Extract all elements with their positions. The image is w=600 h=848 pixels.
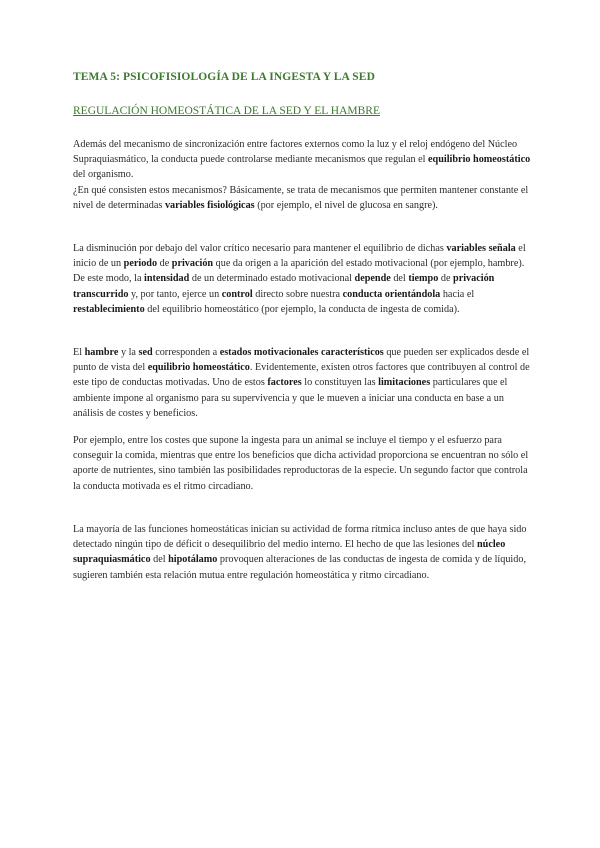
text-run: y la [118,347,139,358]
text-run: Además del mecanismo de sincronización entre factores externos como la luz y el reloj endógeno del Núcleo Supraquiasmático, la conducta puede controlarse mediante mecanismos que regulan el [73,139,518,166]
bold-term: tiempo [408,273,439,285]
text-run: (por ejemplo, el nivel de glucosa en sangre). [254,199,438,211]
text-run: lo constituyen las [301,377,379,389]
paragraph [73,433,531,494]
section-heading: REGULACIÓN HOMEOSTÁTICA DE LA SED Y EL HAMBRE [73,105,380,117]
document-title: TEMA 5: PSICOFISIOLOGÍA DE LA INGESTA Y LA SED [73,71,375,83]
bold-term: estados motivacionales característicos [219,347,384,358]
bold-term: equilibrio homeostático [147,362,250,374]
text-run: del equilibrio homeostático (por ejemplo, la conducta de ingesta de comida). [144,303,460,315]
text-run: del organismo. [73,169,134,181]
text-run: corresponden a [152,347,220,358]
bold-term: variables fisiológicas [164,199,255,211]
bold-term: depende [354,273,391,285]
text-run: La mayoría de las funciones homeostáticas inician su actividad de forma rítmica incluso antes de que haya sido detectado ningún tipo de déficit o desequilibrio del medio interno. El hecho de que las lesiones del [73,524,527,551]
bold-term: factores [267,377,302,389]
paragraph [73,241,531,317]
text-run: del [390,273,409,285]
text-run: . Evidentemente, existen otros factores que contribuyen al control de este tipo de conductas motivadas. Uno de estos [73,362,530,389]
bold-term: equilibrio homeostático [428,154,531,166]
text-run: de [157,258,172,270]
bold-term: sed [138,347,153,358]
bold-term: variables señala [446,243,516,254]
bold-term: núcleo supraquiasmático [73,539,506,566]
bold-term: conducta orientándola [342,288,441,300]
bold-term: hipotálamo [168,554,218,566]
text-run: el inicio de un [73,243,526,270]
text-run: del [150,554,169,566]
text-run: de un determinado estado motivacional [189,273,355,285]
paragraph [73,345,531,421]
text-run: y, por tanto, ejerce un [128,288,222,300]
bold-term: privación [171,258,214,270]
text-run: que pueden ser explicados desde el punto de vista del [73,347,530,374]
text-run: que da origen a la aparición del estado motivacional (por ejemplo, hambre). De este modo, la [73,258,525,285]
text-run: hacia el [440,288,475,300]
bold-term: periodo [123,258,158,270]
text-run: ¿En qué consisten estos mecanismos? Básicamente, se trata de mecanismos que permiten mantener constante el nivel de determinadas [73,184,529,211]
paragraph [73,522,531,583]
text-run: La disminución por debajo del valor crítico necesario para mantener el equilibrio de dichas [73,243,447,254]
text-run: provoquen alteraciones de las conductas de ingesta de comida y de líquido, sugieren también esta relación mutua entre regulación homeostática y ritmo circadiano. [73,554,526,581]
paragraph [73,137,531,213]
bold-term: limitaciones [378,377,431,389]
bold-term: intensidad [144,273,190,285]
text-run: directo sobre nuestra [252,288,343,300]
text-run: particulares que el ambiente impone al organismo para su supervivencia y que le mueven a iniciar una conducta en base a un análisis de costes y beneficios. [73,377,508,419]
text-run: Por ejemplo, entre los costes que supone la ingesta para un animal se incluye el tiempo y el esfuerzo para conseguir la comida, mientras que entre los beneficios que dicha actividad proporciona se encuentran no sólo el aporte de nutrientes, sino también las posibilidades reproductoras de la especie. Un segundo factor que controla la conducta motivada es el ritmo circadiano. [73,435,529,492]
bold-term: restablecimiento [73,303,145,315]
bold-term: hambre [84,347,119,358]
bold-term: privación transcurrido [73,273,495,300]
bold-term: control [221,288,253,300]
text-run: El [73,347,85,358]
text-run: de [438,273,454,285]
